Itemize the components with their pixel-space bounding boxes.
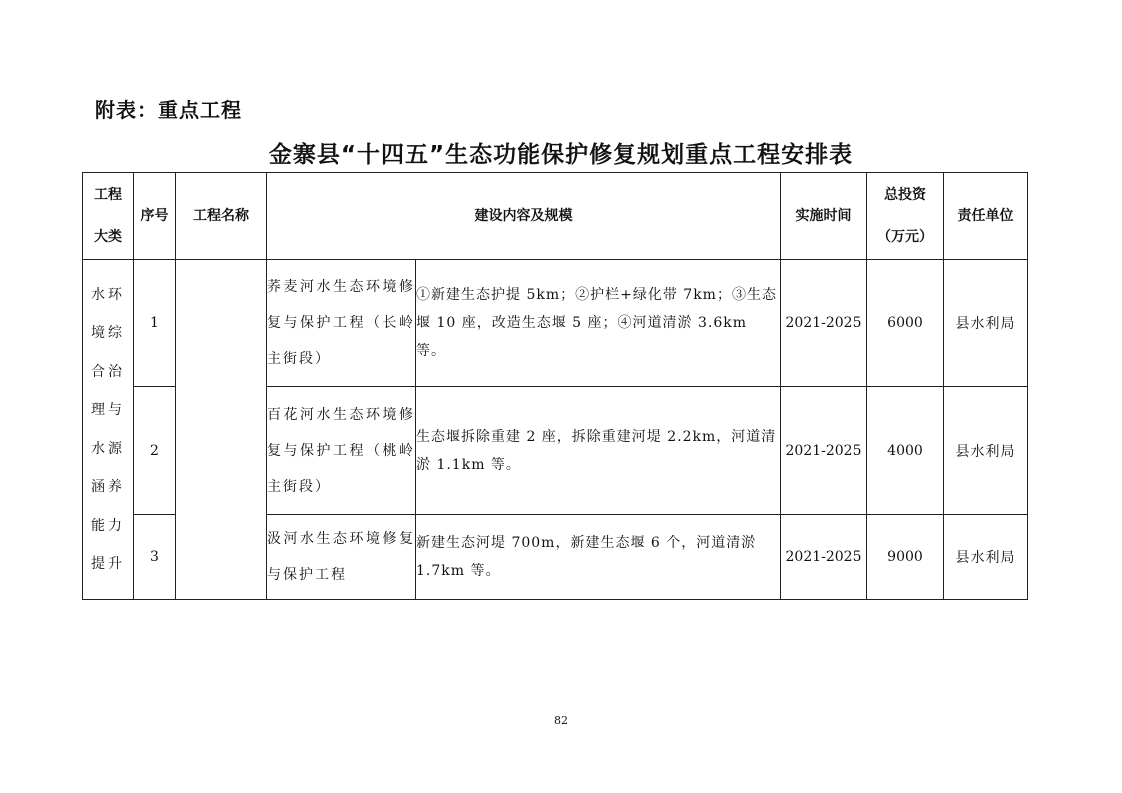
category-cell <box>83 260 134 600</box>
table-title: 金寨县“十四五”生态功能保护修复规划重点工程安排表 <box>268 142 854 168</box>
header-responsible: 责任单位 <box>944 173 1028 260</box>
header-project-name: 工程名称 <box>176 173 267 260</box>
header-investment-line2: （万元） <box>877 229 933 245</box>
period-cell: 2021-2025 <box>781 515 867 600</box>
scope-cell: ①新建生态护提 5km；②护栏+绿化带 7km；③生态堰 10 座，改造生态堰 5 座；④河道清淤 3.6km 等。 <box>416 260 781 387</box>
project-name-empty-cell <box>176 260 267 600</box>
responsible-cell: 县水利局 <box>944 387 1028 515</box>
header-investment <box>867 173 944 260</box>
category-line: 水源 <box>91 440 125 457</box>
table-row <box>83 260 1028 387</box>
category-line: 理与 <box>91 402 125 418</box>
header-period: 实施时间 <box>781 173 867 260</box>
header-category-line1: 工程 <box>94 187 122 203</box>
project-name-cell: 荞麦河水生态环境修复与保护工程（长岭主街段） <box>267 260 416 387</box>
category-line: 合治 <box>91 363 125 380</box>
project-name-cell: 汲河水生态环境修复与保护工程 <box>267 515 416 600</box>
header-category-line2: 大类 <box>94 229 122 245</box>
responsible-cell: 县水利局 <box>944 515 1028 600</box>
scope-cell: 新建生态河堤 700m，新建生态堰 6 个，河道清淤 1.7km 等。 <box>416 515 781 600</box>
header-row <box>83 173 1028 260</box>
seq-cell: 1 <box>134 260 176 387</box>
category-line: 能力 <box>91 517 125 534</box>
category-line: 涵养 <box>91 479 125 495</box>
seq-cell: 3 <box>134 515 176 600</box>
investment-cell: 9000 <box>867 515 944 600</box>
header-scope: 建设内容及规模 <box>267 173 781 260</box>
category-line: 境综 <box>91 325 125 341</box>
project-name-cell: 百花河水生态环境修复与保护工程（桃岭主街段） <box>267 387 416 515</box>
header-investment-line1: 总投资 <box>884 187 926 203</box>
investment-cell: 4000 <box>867 387 944 515</box>
category-line: 水环 <box>91 286 125 303</box>
project-table <box>82 172 1028 600</box>
header-seq: 序号 <box>134 173 176 260</box>
period-cell: 2021-2025 <box>781 387 867 515</box>
category-line: 提升 <box>91 556 125 572</box>
page-number: 82 <box>554 714 568 727</box>
investment-cell: 6000 <box>867 260 944 387</box>
scope-cell: 生态堰拆除重建 2 座，拆除重建河堤 2.2km，河道清淤 1.1km 等。 <box>416 387 781 515</box>
appendix-label: 附表：重点工程 <box>95 98 242 122</box>
period-cell: 2021-2025 <box>781 260 867 387</box>
seq-cell: 2 <box>134 387 176 515</box>
responsible-cell: 县水利局 <box>944 260 1028 387</box>
header-category <box>83 173 134 260</box>
